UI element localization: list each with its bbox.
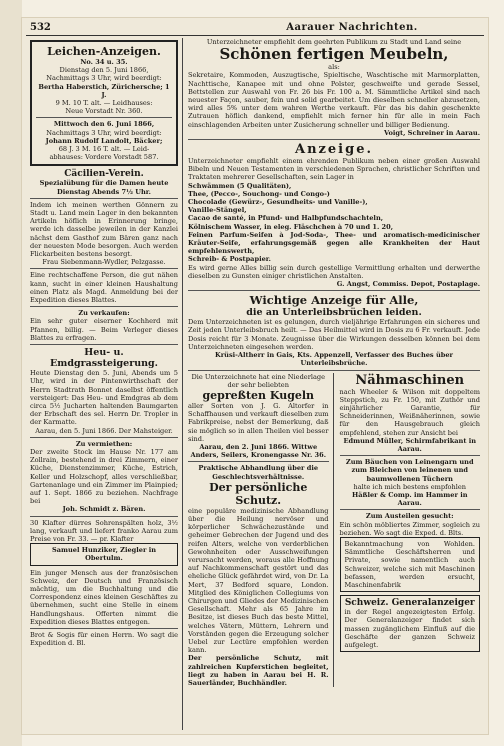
kugeln-text: aller Sorten von J. G. Altorfer in Schaffhausen und verkauft dieselben zum Fabrikpreise, nebst der Bemerkung, daß sie möglich so in allen Theilen viel besser sind.: [188, 401, 329, 443]
funeral-line: Nachmittags 3 Uhr, wird beerdigt:: [46, 74, 162, 83]
general-text: in der Regel angezeigtesten Erfolg. Der Generalanzeiger findet sich massen zugänglichem Einfluß auf die Geschäfte der ganzen Schweiz aufgelegt.: [344, 608, 475, 649]
divider: [30, 344, 178, 345]
divider: [188, 139, 480, 140]
naeh-text: nach Wheeler & Wilson mit doppeltem Steppstich, zu Fr. 150, mit Zuthör und einjährlicher Garantie, für Schneiderinnen, Weißnäherinnen, sowie für den Hausgebrauch gleich empfehlend, stehen zur Ansicht bei: [339, 387, 480, 437]
anzeige-item: Feinen Parfum-Seifen à Jod-Soda-, Thee- und aromatisch-medicinischer Kräuter-Seife, erfahrungsgemäß gegen alle Krankheiten der Haut empfehlenswerth,: [188, 230, 480, 256]
ad-schneiderin: Indem ich meinen werthen Gönnern zu Stadt u. Land mein Lager in den bekannten Artikeln höflich in Erinnerung bringe, werde ich dasselbe jeweilen in der Kanzlei nächst dem Gasthof zum Bären ganz nach der neuesten Mode besorgen. Auch werden Flickarbeiten bestens besorgt.: [30, 200, 178, 259]
anzeige-item: Chocolade (Gewürz-, Gesundheits- und Vanille-),: [188, 198, 368, 207]
funeral-line: Nachmittags 3 Uhr, wird beerdigt:: [46, 128, 162, 137]
funeral-line: Dienstag den 5. Juni 1866,: [59, 66, 149, 75]
kugeln-intro: Die Unterzeichnete hat eine Niederlage der sehr beliebten: [191, 372, 326, 389]
divider: [30, 268, 178, 269]
divider: [188, 461, 329, 462]
kugeln-sign: Aarau, den 2. Juni 1866. Wittwe Anders, Seilers, Kronengasse Nr. 36.: [190, 442, 327, 460]
divider: [30, 516, 178, 517]
general-box: [340, 595, 481, 652]
funeral-line: Neue Vorstadt Nr. 360.: [65, 107, 143, 116]
funeral-line: 9 M. 10 T. alt. — Leidhauses:: [55, 99, 153, 108]
bekannt-text: Bekanntmachung von Wohlden. Sämmtliche Geschäftsherren und Private, sowie namentlich auch Schweizer, welche sich mit Maschinen befassen, werden ersucht, Maschinenfabrik: [344, 539, 475, 589]
lower-right-right: [340, 373, 481, 688]
divider: [340, 509, 481, 510]
funeral-notices: [30, 40, 178, 166]
schutz-text: eine populäre medizinische Abhandlung über die Heilung nervöser und körperlicher Schwächezustände und geheimer Gebrechen der Jugend und des reifen Alters, welche von verderblichen Gewohnheiten oder Ausschweifungen verursacht werden, woraus alle Hoffnung auf Nachkommenschaft gestört und das eheliche Glück gefährdet wird, von Dr. La Mert, 37 Bedford square, London. Mitglied des Königlichen Collegiums von Chirurgen und Gliedes der Medizinischen Gesellschaft. Mehr als 65 Jahre im Besitze, ist dieses Buch das beste Mittel, welches Vätern, Müttern, Lehrern und Vorständen gegen die Erzeugung solcher Uebel zur Lectüre empfohlen werden kann.: [188, 506, 329, 655]
anzeige-item: Schreib- & Postpapier.: [188, 255, 271, 264]
divider: [30, 628, 178, 629]
kugeln-title: gepreßten Kugeln: [202, 388, 315, 402]
caecilien-subtitle: Spezialübung für die Damen heute Dienstag Abends 7½ Uhr.: [39, 179, 169, 196]
vermiethen-text: Der zweite Stock im Hause Nr. 177 am Zollrain, bestehend in drei Zimmern, einer Küche, Dienstenzimmer, Küche, Estrich, Keller und Holzschopf, alles verschließbar, Gartenanlage und ein Zimmer im Plainpied; auf 1. Sept. 1866 zu beziehen. Nachfrage bei: [30, 447, 178, 506]
wichtig-title: Wichtige Anzeige für Alle,: [249, 293, 419, 308]
funeral-line: 68 J. 3 M. 16 T. alt. — Leid-: [58, 145, 150, 154]
leinen-sign: Häßler & Comp. im Hammer in Aarau.: [351, 490, 468, 508]
page-header: Aarauer Nachrichten.: [286, 22, 418, 33]
funeral-entry-1: [36, 66, 172, 115]
newspaper-page: [22, 18, 488, 734]
divider: [188, 290, 480, 291]
schutz-title: Der persönliche Schutz.: [209, 480, 308, 507]
anzeige-item: Kölnischem Wasser, in eleg. Fläschchen à 70 und 1. 20,: [188, 222, 394, 231]
holz-sign: Samuel Hunziker, Ziegler in Obertulm.: [30, 543, 178, 565]
anzeige-title: Anzeige.: [294, 142, 374, 158]
gesucht-title: Zum Austeilen gesucht:: [365, 512, 454, 521]
schutz-sign: Der persönliche Schutz, mit zahlreichen Kupferstichen begleitet, liegt zu haben in Aarau bei H. R. Sauerländer, Buchhändler.: [188, 654, 329, 687]
wichtig-subtitle: die an Unterleibsbrüchen leiden.: [246, 307, 422, 319]
anzeige-outro: Es wird gerne Alles billig sein durch gestellige Vermittlung erhalten und derwerthe dieselben zu Gunsten einiger christlichen Anstalten.: [188, 263, 480, 280]
left-column: [30, 40, 178, 732]
gesucht-text: Ein schön möbliertes Zimmer, sogleich zu beziehen. Wo sagt die Exped. d. Blts.: [339, 520, 480, 537]
lower-right-grid: [188, 373, 480, 688]
funeral-line: abhauses: Vordere Vorstadt 587.: [49, 153, 159, 162]
leinen-text: halte ich mich bestens empfohlen: [353, 482, 467, 491]
heu-text: Heute Dienstag den 5. Juni, Abends um 5 Uhr, wird in der Pintenwirthschaft der Herrn Stadtrath Bonnet daselbst öffentlich versteigert: Das Heu- und Emdgras ab dem circa 5½ Jucharten haltenden Baumgarten der Erbschaft des sel. Herrn Dr. Tropler in der Karmatte.: [30, 369, 178, 427]
moebel-als: als:: [328, 63, 340, 72]
ad-schneiderin-sign: Frau Siebenmann-Wydler, Pelzgasse.: [42, 258, 166, 267]
vermiethen-sign: Joh. Schmidt z. Bären.: [62, 505, 146, 514]
divider: [36, 117, 172, 118]
general-title: Schweiz. Generalanzeiger: [344, 598, 475, 609]
funeral-line: Bertha Haberstich, Zürichersche; 1 J.: [38, 82, 170, 99]
holz-text: 30 Klafter dürres Sohrenspälten holz, 3½ lang, verkauft und liefert franko Aarau zum Preise von Fr. 33. — pr. Klafter: [30, 518, 178, 543]
bekannt-box: [340, 537, 481, 592]
heu-title: Heu- u. Emdgrassteigerung.: [50, 347, 158, 370]
vermiethen-title: Zu vermiethen:: [75, 439, 133, 448]
divider: [30, 198, 178, 199]
right-column: [188, 38, 480, 732]
leinen-title: Zum Bäuchen von Leinengarn und zum Bleichen von leinenen und baumwollenen Tüchern: [345, 458, 474, 483]
lower-right-left: [188, 373, 334, 688]
heu-sign: Aarau, den 5. Juni 1866. Der Mahsteiger.: [35, 426, 173, 435]
column-divider: [182, 38, 183, 730]
anzeige-item: Schwämmen (5 Qualitäten),: [188, 181, 292, 190]
moebel-title: Schönen fertigen Meubeln,: [219, 45, 449, 64]
kaufmann-text: Ein junger Mensch aus der französischen Schweiz, der Deutsch und Französisch mächtig, um die Buchhaltung und die Correspondenz eines kleinen Geschäftes zu übernehmen, sucht eine Stelle in einem Handlungshaus. Offerten nimmt die Expedition dieses Blattes entgegen.: [30, 568, 178, 626]
wichtig-text: Dem Unterzeichneten ist es gelungen, durch vieljährige Erfahrungen ein sicheres und Zeit jeden Unterleibsbruch heilt. — Das Heilmittel wird in Dosis zu 6 Fr. verkauft. Jede Dosis reicht für 3 Monate. Zeugnisse über die Wirkungen desselben können bei dem Unterzeichneten eingesehen werden.: [188, 318, 480, 351]
anzeige-sign: G. Angst, Commiss. Depot, Postaplage.: [336, 280, 480, 289]
divider: [188, 370, 480, 371]
praktisch-title: Praktische Abhandlung über die Geschlechtsverhältnisse.: [198, 464, 319, 481]
anzeige-item: Vanille-Stängel,: [188, 206, 247, 215]
anzeige-intro: Unterzeichneter empfiehlt einem ehrenden Publikum neben einer großen Auswahl Bibeln und Neuen Testamenten in verschiedenen Sprachen, christlicher Schriften und Traktaten mehrerer Gesellschaften, sein Lager in: [188, 157, 480, 182]
naeh-sign: Edmund Müller, Schirmfabrikant in Aarau.: [343, 436, 476, 453]
wichtig-sign: Krüsi-Altherr in Gais, Kts. Appenzell, Verfasser des Buches über Unterleibsbrüche.: [214, 351, 454, 368]
moebel-text: Sekretaire, Kommoden, Auszugtische, Spieltische, Waschtische mit Marmorplatten, Nachttische, Kanapee mit und ohne Polster, geschweifte und gerade Sessel, Bettstellen zur Auswahl von Fr. 26 bis Fr. 100 a. M. Sämmtliche Artikel sind nach neuester Façon, sauber, fein und solid gearbeitet. Um dieselben schneller abzusetzen, wird alles 5% unter dem wahren Werthe verkauft. Für das bis dahin geschenkte Zutrauen höflich dankend, empfiehlt mich ferner hin für alle in mein Fach einschlagenden Arbeiten unter Zusicherung schneller und billiger Bedienung.: [188, 71, 480, 129]
caecilien-title: Cäcilien-Verein.: [64, 169, 144, 180]
page-number: 532: [30, 22, 51, 33]
bottom-text: Brot & Sogis für einen Herrn. Wo sagt die Expedition d. Bl.: [30, 630, 178, 648]
divider: [30, 437, 178, 438]
funeral-number: No. 34 u. 35.: [80, 58, 128, 66]
ad-person: Eine rechtschaffene Person, die gut nähen kann, sucht in einer kleinen Haushaltung einen Platz als Magd. Anmeldung bei der Expedition dieses Blattes.: [30, 271, 178, 305]
funeral-line: Johann Rudolf Landolt, Bäcker;: [45, 136, 163, 145]
naeh-title: Nähmaschinen: [355, 372, 465, 388]
funeral-entry-2: [36, 120, 172, 161]
divider: [340, 455, 481, 456]
verkaufen-text: Ein sehr guter eiserner Kochherd mit Pfannen, billig. — Beim Verleger dieses Blattes zu erfragen.: [30, 317, 178, 342]
divider: [30, 306, 178, 307]
funeral-title: Leichen-Anzeigen.: [47, 45, 161, 58]
moebel-sign: Voigt, Schreiner in Aarau.: [384, 128, 480, 137]
anzeige-item: Cacao de santé, in Pfund- und Halbpfundschachteln,: [188, 214, 384, 223]
funeral-line: Mittwoch den 6. Juni 1866,: [53, 120, 155, 129]
header-rule: [26, 35, 484, 36]
binding-margin: [0, 0, 22, 746]
anzeige-item: Thee, (Pecco-, Souchong- und Congo-): [188, 189, 330, 198]
moebel-intro: Unterzeichneter empfiehlt dem geehrten Publikum zu Stadt und Land seine: [206, 38, 462, 46]
verkaufen-title: Zu verkaufen:: [78, 309, 130, 318]
